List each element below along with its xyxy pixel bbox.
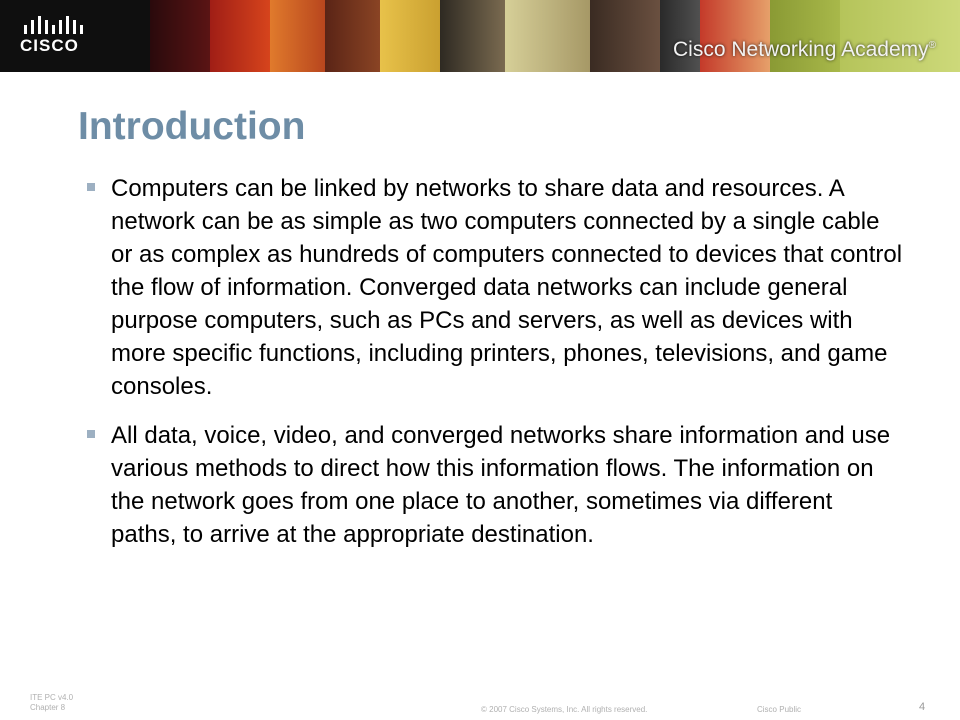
bullet-item [84,419,904,551]
square-bullet-icon [87,430,95,438]
bullet-text: All data, voice, video, and converged networks share information and use various methods to direct how this information flows. The information on the network goes from one place to another, sometimes via different paths, to arrive at the appropriate destination. [111,422,891,548]
banner-photo [380,0,440,72]
banner-photo [210,0,270,72]
cisco-bridge-icon [22,16,86,34]
footer-course: ITE PC v4.0 [30,693,74,702]
banner-photo [150,0,210,72]
cisco-wordmark: CISCO [20,36,79,55]
slide-title: Introduction [78,105,306,148]
banner-photo [325,0,380,72]
academy-name: Cisco Networking Academy [673,38,929,61]
footer-classification: Cisco Public [757,705,802,714]
bullet-text: Computers can be linked by networks to share data and resources. A network can be as simple as two computers connected by a single cable or as complex as hundreds of computers connected to devices that control the flow of information. Converged data networks can include general purpose computers, such as PCs and servers, as well as devices with more specific functions, including printers, phones, televisions, and game consoles. [111,175,903,400]
banner-photo [440,0,505,72]
bullet-item [84,172,904,403]
square-bullet-icon [87,183,95,191]
footer-chapter: Chapter 8 [30,703,66,712]
bullet-list [84,172,904,567]
footer-course-info [30,693,73,713]
cisco-logo [0,0,150,72]
page-number: 4 [919,701,926,713]
banner-photo [505,0,590,72]
footer-copyright: © 2007 Cisco Systems, Inc. All rights reserved. [481,705,648,714]
banner-photo [270,0,325,72]
header-banner [0,0,960,72]
trademark-mark: ® [928,40,936,51]
banner-photo [590,0,660,72]
academy-title [673,38,936,62]
